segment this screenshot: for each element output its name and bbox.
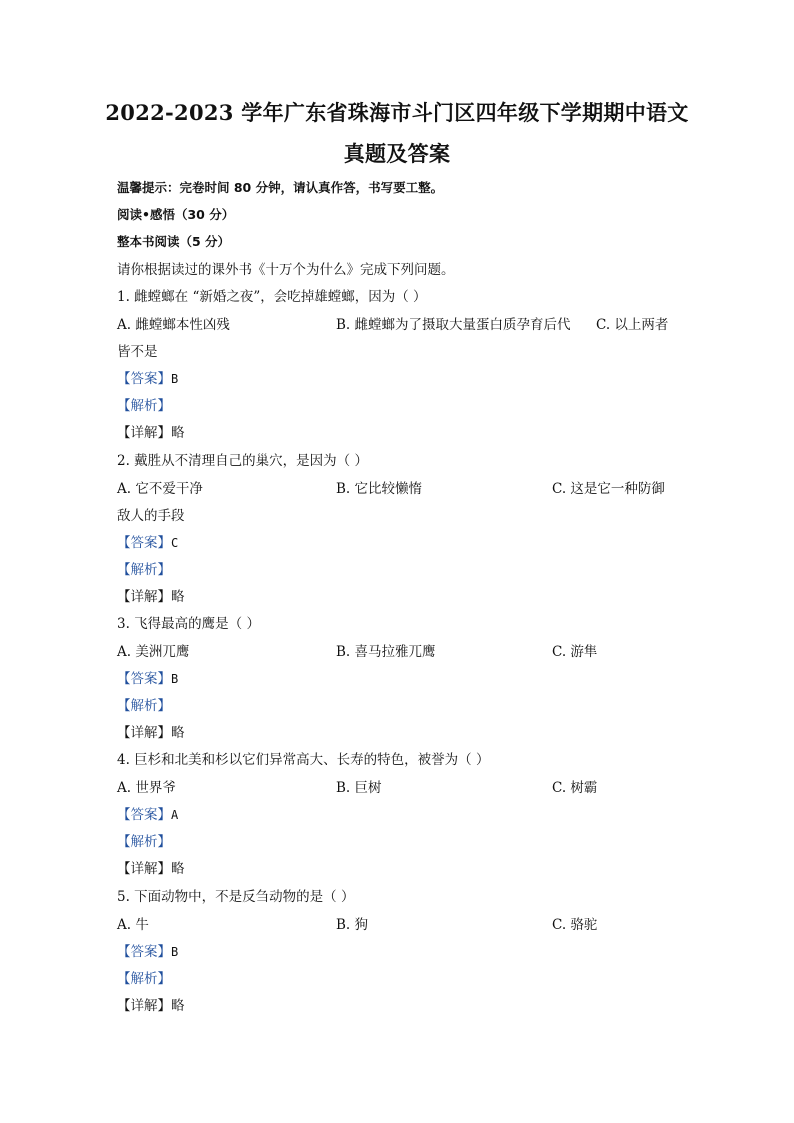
answer-value: B	[171, 672, 179, 686]
document-title-line-1: 2022-2023 学年广东省珠海市斗门区四年级下学期期中语文	[105, 100, 689, 125]
answer-value: A	[171, 808, 179, 822]
answer-value: B	[171, 945, 179, 959]
question-4-option-b: B. 巨树	[336, 780, 382, 796]
question-3-option-b: B. 喜马拉雅兀鹰	[336, 644, 436, 660]
exam-tip: 温馨提示：完卷时间 80 分钟，请认真作答，书写要工整。	[117, 180, 444, 195]
question-4-answer	[117, 806, 178, 824]
question-3-analysis-label: 【解析】	[117, 698, 171, 714]
question-5-option-b: B. 狗	[336, 917, 369, 933]
question-4-detail: 【详解】略	[117, 861, 185, 877]
question-5-answer	[117, 943, 178, 961]
answer-value: C	[171, 536, 179, 550]
section-heading-reading: 阅读•感悟（30 分）	[117, 207, 235, 222]
question-2-option-c: C. 这是它一种防御	[552, 481, 665, 497]
question-1-option-b: B. 雌螳螂为了摄取大量蛋白质孕育后代	[336, 317, 571, 333]
question-2-detail: 【详解】略	[117, 589, 185, 605]
question-3-detail: 【详解】略	[117, 725, 185, 741]
section-heading-whole-book: 整本书阅读（5 分）	[117, 234, 231, 249]
instructions: 请你根据读过的课外书《十万个为什么》完成下列问题。	[117, 262, 455, 278]
question-2-option-b: B. 它比较懒惰	[336, 481, 423, 497]
question-5-option-a: A. 牛	[117, 917, 149, 933]
question-2-stem: 2. 戴胜从不清理自己的巢穴，是因为（ ）	[117, 453, 368, 469]
answer-value: B	[171, 372, 179, 386]
question-2-option-a: A. 它不爱干净	[117, 481, 203, 497]
question-1-detail: 【详解】略	[117, 425, 185, 441]
question-1-option-c: C. 以上两者	[596, 317, 669, 333]
question-4-option-c: C. 树霸	[552, 780, 598, 796]
question-5-analysis-label: 【解析】	[117, 971, 171, 987]
question-5-stem: 5. 下面动物中，不是反刍动物的是（ ）	[117, 889, 355, 905]
question-4-option-a: A. 世界爷	[117, 780, 176, 796]
question-1-analysis-label: 【解析】	[117, 398, 171, 414]
question-3-stem: 3. 飞得最高的鹰是（ ）	[117, 616, 260, 632]
answer-label: 【答案】	[117, 807, 171, 823]
question-3-option-c: C. 游隼	[552, 644, 598, 660]
answer-label: 【答案】	[117, 535, 171, 551]
question-5-option-c: C. 骆驼	[552, 917, 598, 933]
question-1-answer	[117, 370, 178, 388]
answer-label: 【答案】	[117, 371, 171, 387]
question-4-analysis-label: 【解析】	[117, 834, 171, 850]
question-1-stem: 1. 雌螳螂在 “新婚之夜”，会吃掉雄螳螂，因为（ ）	[117, 289, 427, 305]
question-2-answer	[117, 534, 178, 552]
question-1-option-a: A. 雌螳螂本性凶残	[117, 317, 230, 333]
question-2-option-c-continued: 敌人的手段	[117, 508, 185, 524]
question-3-answer	[117, 670, 178, 688]
question-2-analysis-label: 【解析】	[117, 562, 171, 578]
question-4-stem: 4. 巨杉和北美和杉以它们异常高大、长寿的特色，被誉为（ ）	[117, 752, 490, 768]
question-3-option-a: A. 美洲兀鹰	[117, 644, 190, 660]
answer-label: 【答案】	[117, 944, 171, 960]
document-title-line-2: 真题及答案	[343, 141, 451, 166]
question-1-option-c-continued: 皆不是	[117, 344, 158, 360]
question-5-detail: 【详解】略	[117, 998, 185, 1014]
answer-label: 【答案】	[117, 671, 171, 687]
